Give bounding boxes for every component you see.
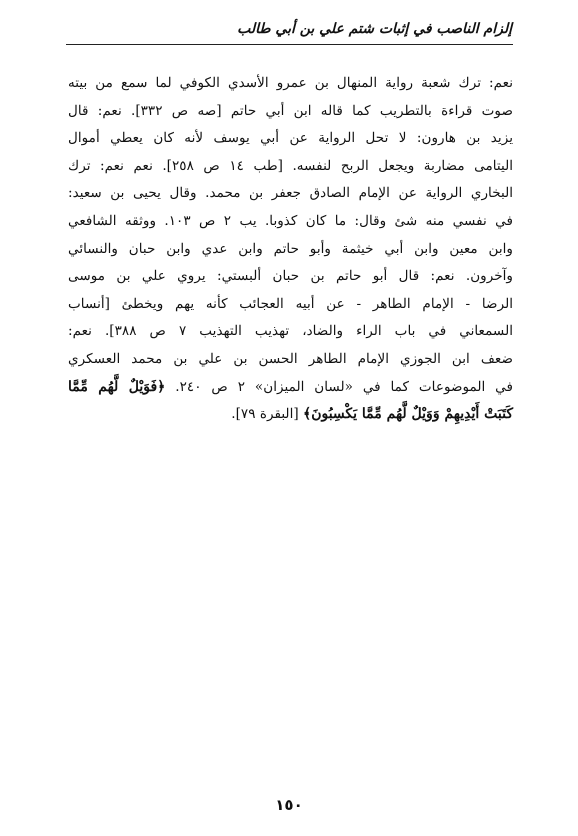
text-line: ضعف ابن الجوزي الإمام الطاهر الحسن بن علي بن محمد العسكري [68,350,513,367]
quran-verse-start: ﴿فَوَيْلٌ لَّهُم مِّمَّا [68,378,166,395]
text-line: نعم: ترك شعبة رواية المنهال بن عمرو الأسدي الكوفي لما سمع من بيته [68,75,513,91]
text-line: يزيد بن هارون: لا تحل الرواية عن أبي يوسف لأنه كان يعطي أموال [68,130,513,147]
page-number: ١٥٠ [275,796,303,814]
running-header [70,16,512,42]
text-line-with-verse [68,401,513,429]
text-line: صوت قراءة بالتطريب كما قاله ابن أبي حاتم [صه ص ٣٣٢]. نعم: قال [68,102,513,119]
text-line-with-verse [68,374,513,402]
verse-reference: [البقرة ٧٩]. [231,406,299,423]
text-line: البخاري الرواية عن الإمام الصادق جعفر بن محمد. وقال يحيى بن سعيد: [68,185,513,202]
quran-verse-end: كَتَبَتْ أَيْدِيهِمْ وَوَيْلٌ لَّهُم مِّمَّا يَكْسِبُونَ﴾ [302,406,513,423]
text-line: وآخرون. نعم: قال أبو حاتم بن حبان ألبستي: يروي علي بن موسى [68,268,513,285]
text-line: السمعاني في باب الراء والضاد، تهذيب التهذيب ٧ ص ٣٨٨]. نعم: [68,323,513,340]
book-title: إلزام الناصب في إثبات شتم علي بن أبي طالب [237,21,512,37]
text-line: الرضا - الإمام الطاهر - عن أبيه العجائب كأنه يهم ويخطئ [أنساب [68,295,513,312]
text-line: وابن معين وابن أبي خيثمة وأبو حاتم وابن عدي وابن حبان والنسائي [68,240,513,257]
text-line: اليتامى مضاربة ويجعل الربح لنفسه. [طب ١٤ ص ٢٥٨]. نعم نعم: ترك [68,157,514,174]
header-divider [66,44,513,45]
text-line: في نفسي منه شئ وقال: ما كان كذوبا. يب ٢ ص ١٠٣. ووثقه الشافعي [68,212,513,229]
citation-text: في الموضوعات كما في «لسان الميزان» ٢ ص ٢٤٠. [175,378,514,395]
main-text [68,70,513,429]
